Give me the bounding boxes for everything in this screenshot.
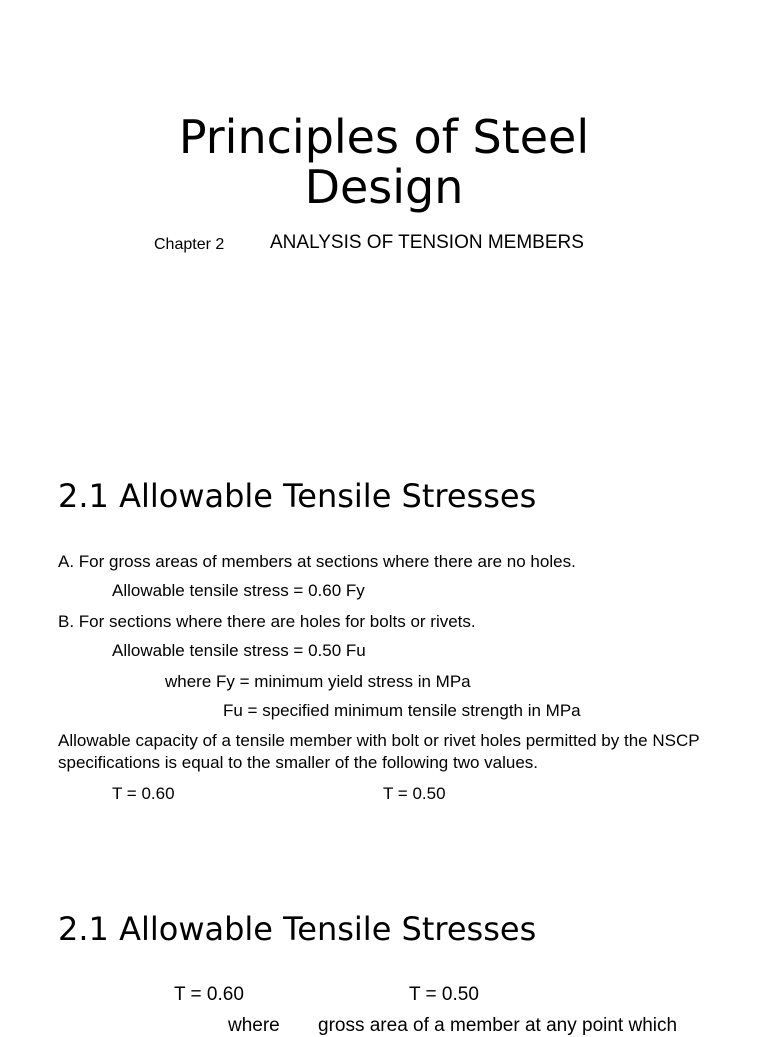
chapter-label: Chapter 2 bbox=[154, 236, 225, 253]
chapter-title: ANALYSIS OF TENSION MEMBERS bbox=[270, 232, 584, 253]
item-a-formula: Allowable tensile stress = 0.60 Fy bbox=[112, 581, 365, 600]
title-line-2: Design bbox=[304, 160, 464, 214]
where-fy-definition: where Fy = minimum yield stress in MPa bbox=[165, 672, 471, 691]
item-b-text: B. For sections where there are holes for bolts or rivets. bbox=[58, 612, 476, 631]
title-line-1: Principles of Steel bbox=[178, 110, 590, 164]
formula-t-gross: T = 0.60 bbox=[112, 784, 175, 803]
formula-t-net: T = 0.50 bbox=[383, 784, 446, 803]
fu-definition: Fu = specified minimum tensile strength in MPa bbox=[223, 701, 581, 720]
section-heading-repeat: 2.1 Allowable Tensile Stresses bbox=[58, 910, 537, 948]
item-b-formula: Allowable tensile stress = 0.50 Fu bbox=[112, 641, 366, 660]
formula-t-gross-repeat: T = 0.60 bbox=[174, 984, 244, 1005]
formula-t-net-repeat: T = 0.50 bbox=[409, 984, 479, 1005]
capacity-paragraph: Allowable capacity of a tensile member with bolt or rivet holes permitted by the NSCP specifications is equal to the smaller of the following two values. bbox=[58, 731, 700, 772]
item-a-text: A. For gross areas of members at sections where there are no holes. bbox=[58, 552, 576, 571]
document-title bbox=[0, 112, 768, 212]
section-heading: 2.1 Allowable Tensile Stresses bbox=[58, 477, 537, 515]
definition-partial-text: gross area of a member at any point which bbox=[318, 1015, 678, 1036]
where-partial-text: where bbox=[228, 1015, 280, 1036]
